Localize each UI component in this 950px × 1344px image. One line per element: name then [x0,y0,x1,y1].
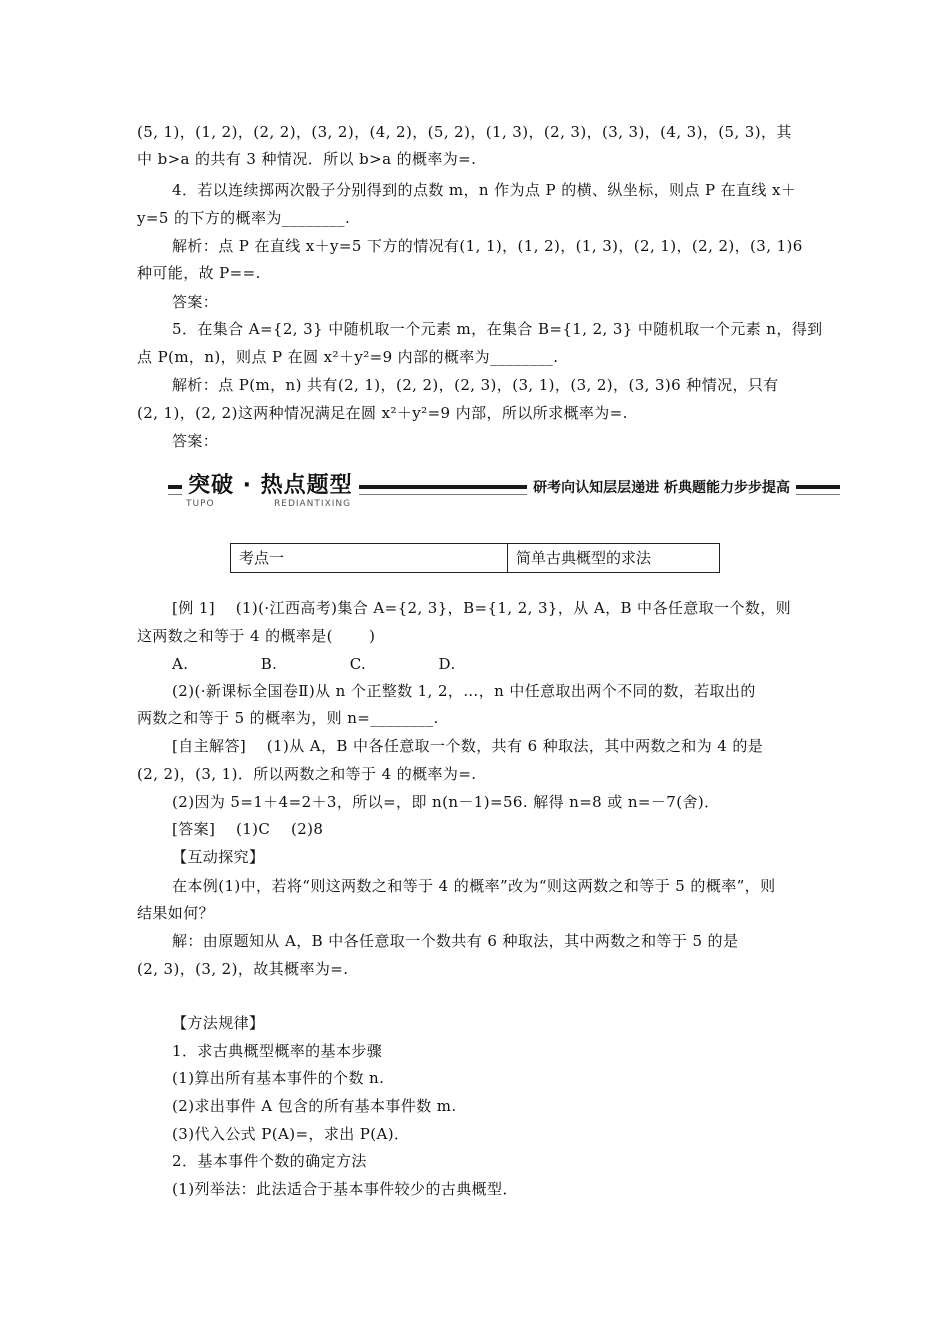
text-line: (1)列举法：此法适合于基本事件较少的古典概型． [172,1180,518,1198]
text-line: 答案： [172,432,219,450]
text-line: 点 P(m，n)，则点 P 在圆 x²＋y²=9 内部的概率为________. [137,348,559,366]
text-line: (3)代入公式 P(A)=，求出 P(A)． [172,1125,410,1143]
banner-pinyin-left: TUPO [186,499,215,509]
text-line: (5, 1)，(1, 2)，(2, 2)，(3, 2)，(4, 2)，(5, 2)，(1, 3)，(2, 3)，(3, 3)，(4, 3)，(5, 3)，其 [137,123,792,141]
text-line: 解析：点 P 在直线 x＋y=5 下方的情况有(1, 1)，(1, 2)，(1, 3)，(2, 1)，(2, 2)，(3, 1)6 [172,237,803,255]
text-line: 结果如何？ [137,904,215,922]
text-line: 两数之和等于 5 的概率为，则 n=________. [137,709,439,727]
text-line: (2, 3)，(3, 2)，故其概率为=. [137,960,349,978]
text-line: 在本例(1)中，若将“则这两数之和等于 4 的概率”改为“则这两数之和等于 5 的概率”，则 [172,877,776,895]
text-line: 5．在集合 A={2, 3} 中随机取一个元素 m，在集合 B={1, 2, 3} 中随机取一个元素 n，得到 [172,320,823,338]
text-line: 1．求古典概型概率的基本步骤 [172,1042,383,1060]
section-banner [168,472,840,512]
text-line: (2, 2)，(3, 1)．所以两数之和等于 4 的概率为=. [137,765,477,783]
kaodian-label: 考点一 [231,544,508,572]
text-line: 2．基本事件个数的确定方法 [172,1152,367,1170]
text-line: 答案： [172,293,219,311]
text-line: [自主解答] (1)从 A，B 中各任意取一个数，共有 6 种取法，其中两数之和为 4 的是 [172,737,764,755]
kaodian-table [230,543,720,573]
text-line: (1)算出所有基本事件的个数 n. [172,1069,385,1087]
text-line: (2)因为 5=1＋4=2＋3，所以=，即 n(n－1)=56. 解得 n=8 或 n=－7(舍)． [172,793,720,811]
banner-slogan: 研考向认知层层递进 析典题能力步步提高 [527,478,796,498]
text-line: 这两数之和等于 4 的概率是( ) [137,627,376,645]
text-line: (2)(·新课标全国卷Ⅱ)从 n 个正整数 1, 2，…，n 中任意取出两个不同的数，若取出的 [172,682,756,700]
text-line: 种可能，故 P==. [137,264,261,282]
text-line: 解：由原题知从 A，B 中各任意取一个数共有 6 种取法，其中两数之和等于 5 的是 [172,932,739,950]
text-line: [答案] (1)C (2)8 [172,820,324,838]
banner-title: 突破 · 热点题型 [182,472,359,500]
text-line: [例 1] (1)(·江西高考)集合 A={2, 3}，B={1, 2, 3}，从 A，B 中各任意取一个数，则 [172,599,792,617]
banner-pinyin-right: REDIANTIXING [274,499,352,509]
text-line: (2, 1)，(2, 2)这两种情况满足在圆 x²＋y²=9 内部，所以所求概率为=. [137,404,628,422]
kaodian-topic: 简单古典概型的求法 [516,549,652,567]
text-line: y=5 的下方的概率为________. [137,209,351,227]
text-line: (2)求出事件 A 包含的所有基本事件数 m. [172,1097,457,1115]
text-line: 【方法规律】 [172,1014,265,1032]
text-line: 中 b>a 的共有 3 种情况．所以 b>a 的概率为=. [137,150,477,168]
text-line: A. B. C. D. [172,655,456,673]
text-line: 4．若以连续掷两次骰子分别得到的点数 m，n 作为点 P 的横、纵坐标，则点 P 在直线 x＋ [172,181,797,199]
text-line: 【互动探究】 [172,848,265,866]
text-line: 解析：点 P(m，n) 共有(2, 1)，(2, 2)，(2, 3)，(3, 1)，(3, 2)，(3, 3)6 种情况，只有 [172,376,779,394]
